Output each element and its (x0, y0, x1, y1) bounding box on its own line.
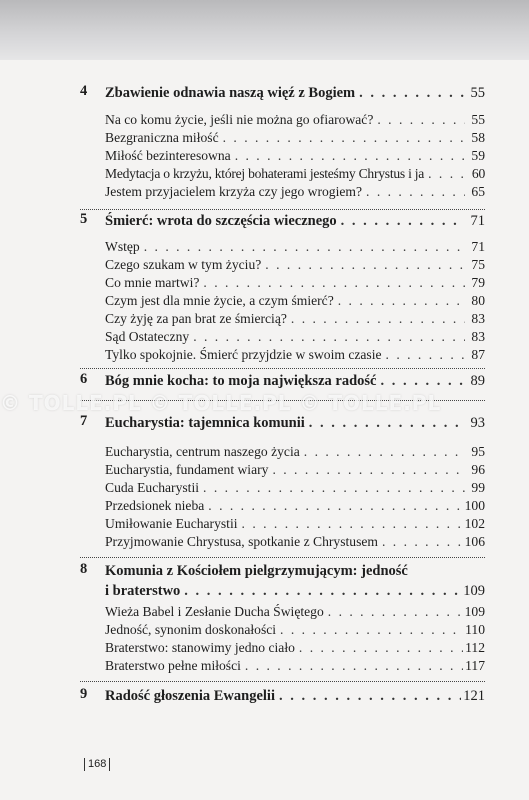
leader-dots (184, 581, 461, 601)
leader-dots (382, 533, 463, 551)
entry-title: Braterstwo pełne miłości (105, 658, 241, 673)
book-page (0, 60, 529, 800)
chapter-number: 6 (80, 371, 88, 387)
chapter-title (105, 371, 485, 391)
page-number: 93 (470, 415, 485, 431)
page-number: 117 (465, 658, 485, 673)
leader-dots (380, 371, 465, 391)
entry-title: Czego szukam w tym życiu? (105, 257, 262, 272)
page-number: 65 (471, 184, 485, 199)
leader-dots (144, 238, 465, 256)
entry-title: Na co komu życie, jeśli nie można go ofiarować? (105, 112, 374, 127)
page-number: 96 (471, 462, 485, 477)
chapter-title-line-1: Komunia z Kościołem pielgrzymującym: jedność (105, 563, 408, 579)
entry-title: Jestem przyjacielem krzyża czy jego wrogiem? (105, 184, 363, 199)
page-number: 71 (470, 213, 485, 229)
entry-title: Eucharystia, fundament wiary (105, 462, 269, 477)
chapter-number: 4 (80, 83, 88, 99)
page-number: 109 (463, 583, 485, 599)
section-divider (80, 557, 485, 558)
watermark-text: © TOLLE.PL © TOLLE.PL © TOLLE.PL (0, 391, 442, 415)
leader-dots (304, 443, 465, 461)
toc-entry (105, 292, 485, 310)
chapter-title-text: Śmierć: wrota do szczęścia wiecznego (105, 213, 337, 229)
leader-dots (291, 310, 465, 328)
chapter-title (105, 83, 485, 103)
entry-title: Przyjmowanie Chrystusa, spotkanie z Chrystusem (105, 534, 378, 549)
page-number: 109 (464, 604, 485, 619)
page-number: 75 (471, 257, 485, 272)
toc-entry (105, 639, 485, 657)
toc-entry (105, 129, 485, 147)
leader-dots (235, 147, 465, 165)
page-number: 80 (471, 293, 485, 308)
entry-title: Co mnie martwi? (105, 275, 200, 290)
toc-entry (105, 183, 485, 201)
leader-dots (193, 328, 465, 346)
leader-dots (386, 346, 465, 364)
leader-dots (377, 111, 465, 129)
toc-entry (105, 515, 485, 533)
leader-dots (203, 274, 465, 292)
entry-title: Czy żyję za pan brat ze śmiercią? (105, 311, 287, 326)
chapter-title-text: i braterstwo (105, 583, 181, 599)
page-number: 110 (465, 622, 485, 637)
section-divider (80, 209, 485, 210)
chapter-title-text: Radość głoszenia Ewangelii (105, 688, 275, 704)
toc-entry (105, 111, 485, 129)
toc-entry (105, 346, 485, 364)
page-number: 95 (471, 444, 485, 459)
leader-dots (428, 165, 465, 183)
page-number: 102 (464, 516, 485, 531)
page-number: 112 (465, 640, 485, 655)
leader-dots (328, 603, 463, 621)
toc-entry (105, 657, 485, 675)
page-number: 83 (471, 329, 485, 344)
leader-dots (208, 497, 462, 515)
page-number: 106 (464, 534, 485, 549)
leader-dots (245, 657, 463, 675)
toc-entry (105, 479, 485, 497)
leader-dots (338, 292, 465, 310)
chapter-title (105, 686, 485, 706)
leader-dots (242, 515, 463, 533)
chapter-number: 7 (80, 413, 88, 429)
page-number: 58 (471, 130, 485, 145)
toc-entry (105, 443, 485, 461)
page-number: 79 (471, 275, 485, 290)
entry-title: Tylko spokojnie. Śmierć przyjdzie w swoim czasie (105, 347, 382, 362)
entry-title: Bezgraniczna miłość (105, 130, 219, 145)
leader-dots (272, 461, 465, 479)
leader-dots (309, 413, 465, 433)
page-number: 71 (471, 239, 485, 254)
chapter-number: 8 (80, 561, 88, 577)
toc-entry (105, 497, 485, 515)
chapter-title-text: Eucharystia: tajemnica komunii (105, 415, 305, 431)
page-number: 60 (471, 166, 485, 181)
leader-dots (279, 686, 461, 706)
chapter-number: 5 (80, 211, 88, 227)
toc-entry (105, 621, 485, 639)
entry-title: Medytacja o krzyżu, której bohaterami jesteśmy Chrystus i ja (105, 166, 425, 181)
chapter-title (105, 413, 485, 433)
page-number: 87 (471, 347, 485, 362)
toc-entry (105, 603, 485, 621)
leader-dots (223, 129, 465, 147)
folio-page-number: 168 (84, 758, 110, 771)
entry-title: Braterstwo: stanowimy jedno ciało (105, 640, 295, 655)
toc-entry (105, 461, 485, 479)
page-number: 55 (471, 112, 485, 127)
scan-top-shadow (0, 0, 529, 60)
leader-dots (366, 183, 465, 201)
entry-title: Czym jest dla mnie życie, a czym śmierć? (105, 293, 334, 308)
page-number: 89 (470, 373, 485, 389)
toc-entry (105, 147, 485, 165)
entry-title: Umiłowanie Eucharystii (105, 516, 238, 531)
toc-entry (105, 238, 485, 256)
toc-entry (105, 165, 485, 183)
entry-title: Wstęp (105, 239, 140, 254)
chapter-number: 9 (80, 686, 88, 702)
leader-dots (359, 83, 465, 103)
section-divider (80, 368, 485, 369)
entry-title: Sąd Ostateczny (105, 329, 190, 344)
section-divider (80, 681, 485, 682)
entry-title: Miłość bezinteresowna (105, 148, 231, 163)
entry-title: Cuda Eucharystii (105, 480, 200, 495)
leader-dots (203, 479, 465, 497)
chapter-title (105, 211, 485, 231)
chapter-title (105, 561, 485, 601)
leader-dots (299, 639, 463, 657)
leader-dots (265, 256, 465, 274)
entry-title: Eucharystia, centrum naszego życia (105, 444, 300, 459)
leader-dots (280, 621, 463, 639)
entry-title: Przedsionek nieba (105, 498, 205, 513)
toc-entry (105, 256, 485, 274)
chapter-title-text: Zbawienie odnawia naszą więź z Bogiem (105, 85, 356, 101)
page-number: 59 (471, 148, 485, 163)
page-number: 99 (471, 480, 485, 495)
leader-dots (341, 211, 465, 231)
toc-entry (105, 274, 485, 292)
entry-title: Jedność, synonim doskonałości (105, 622, 277, 637)
chapter-title-line-2 (105, 581, 485, 601)
page-number: 83 (471, 311, 485, 326)
page-number: 100 (464, 498, 485, 513)
entry-title: Wieża Babel i Zesłanie Ducha Świętego (105, 604, 324, 619)
toc-entry (105, 310, 485, 328)
toc-entry (105, 533, 485, 551)
chapter-title-text: Bóg mnie kocha: to moja największa radość (105, 373, 377, 389)
page-number: 121 (463, 688, 485, 704)
toc-entry (105, 328, 485, 346)
page-number: 55 (470, 85, 485, 101)
